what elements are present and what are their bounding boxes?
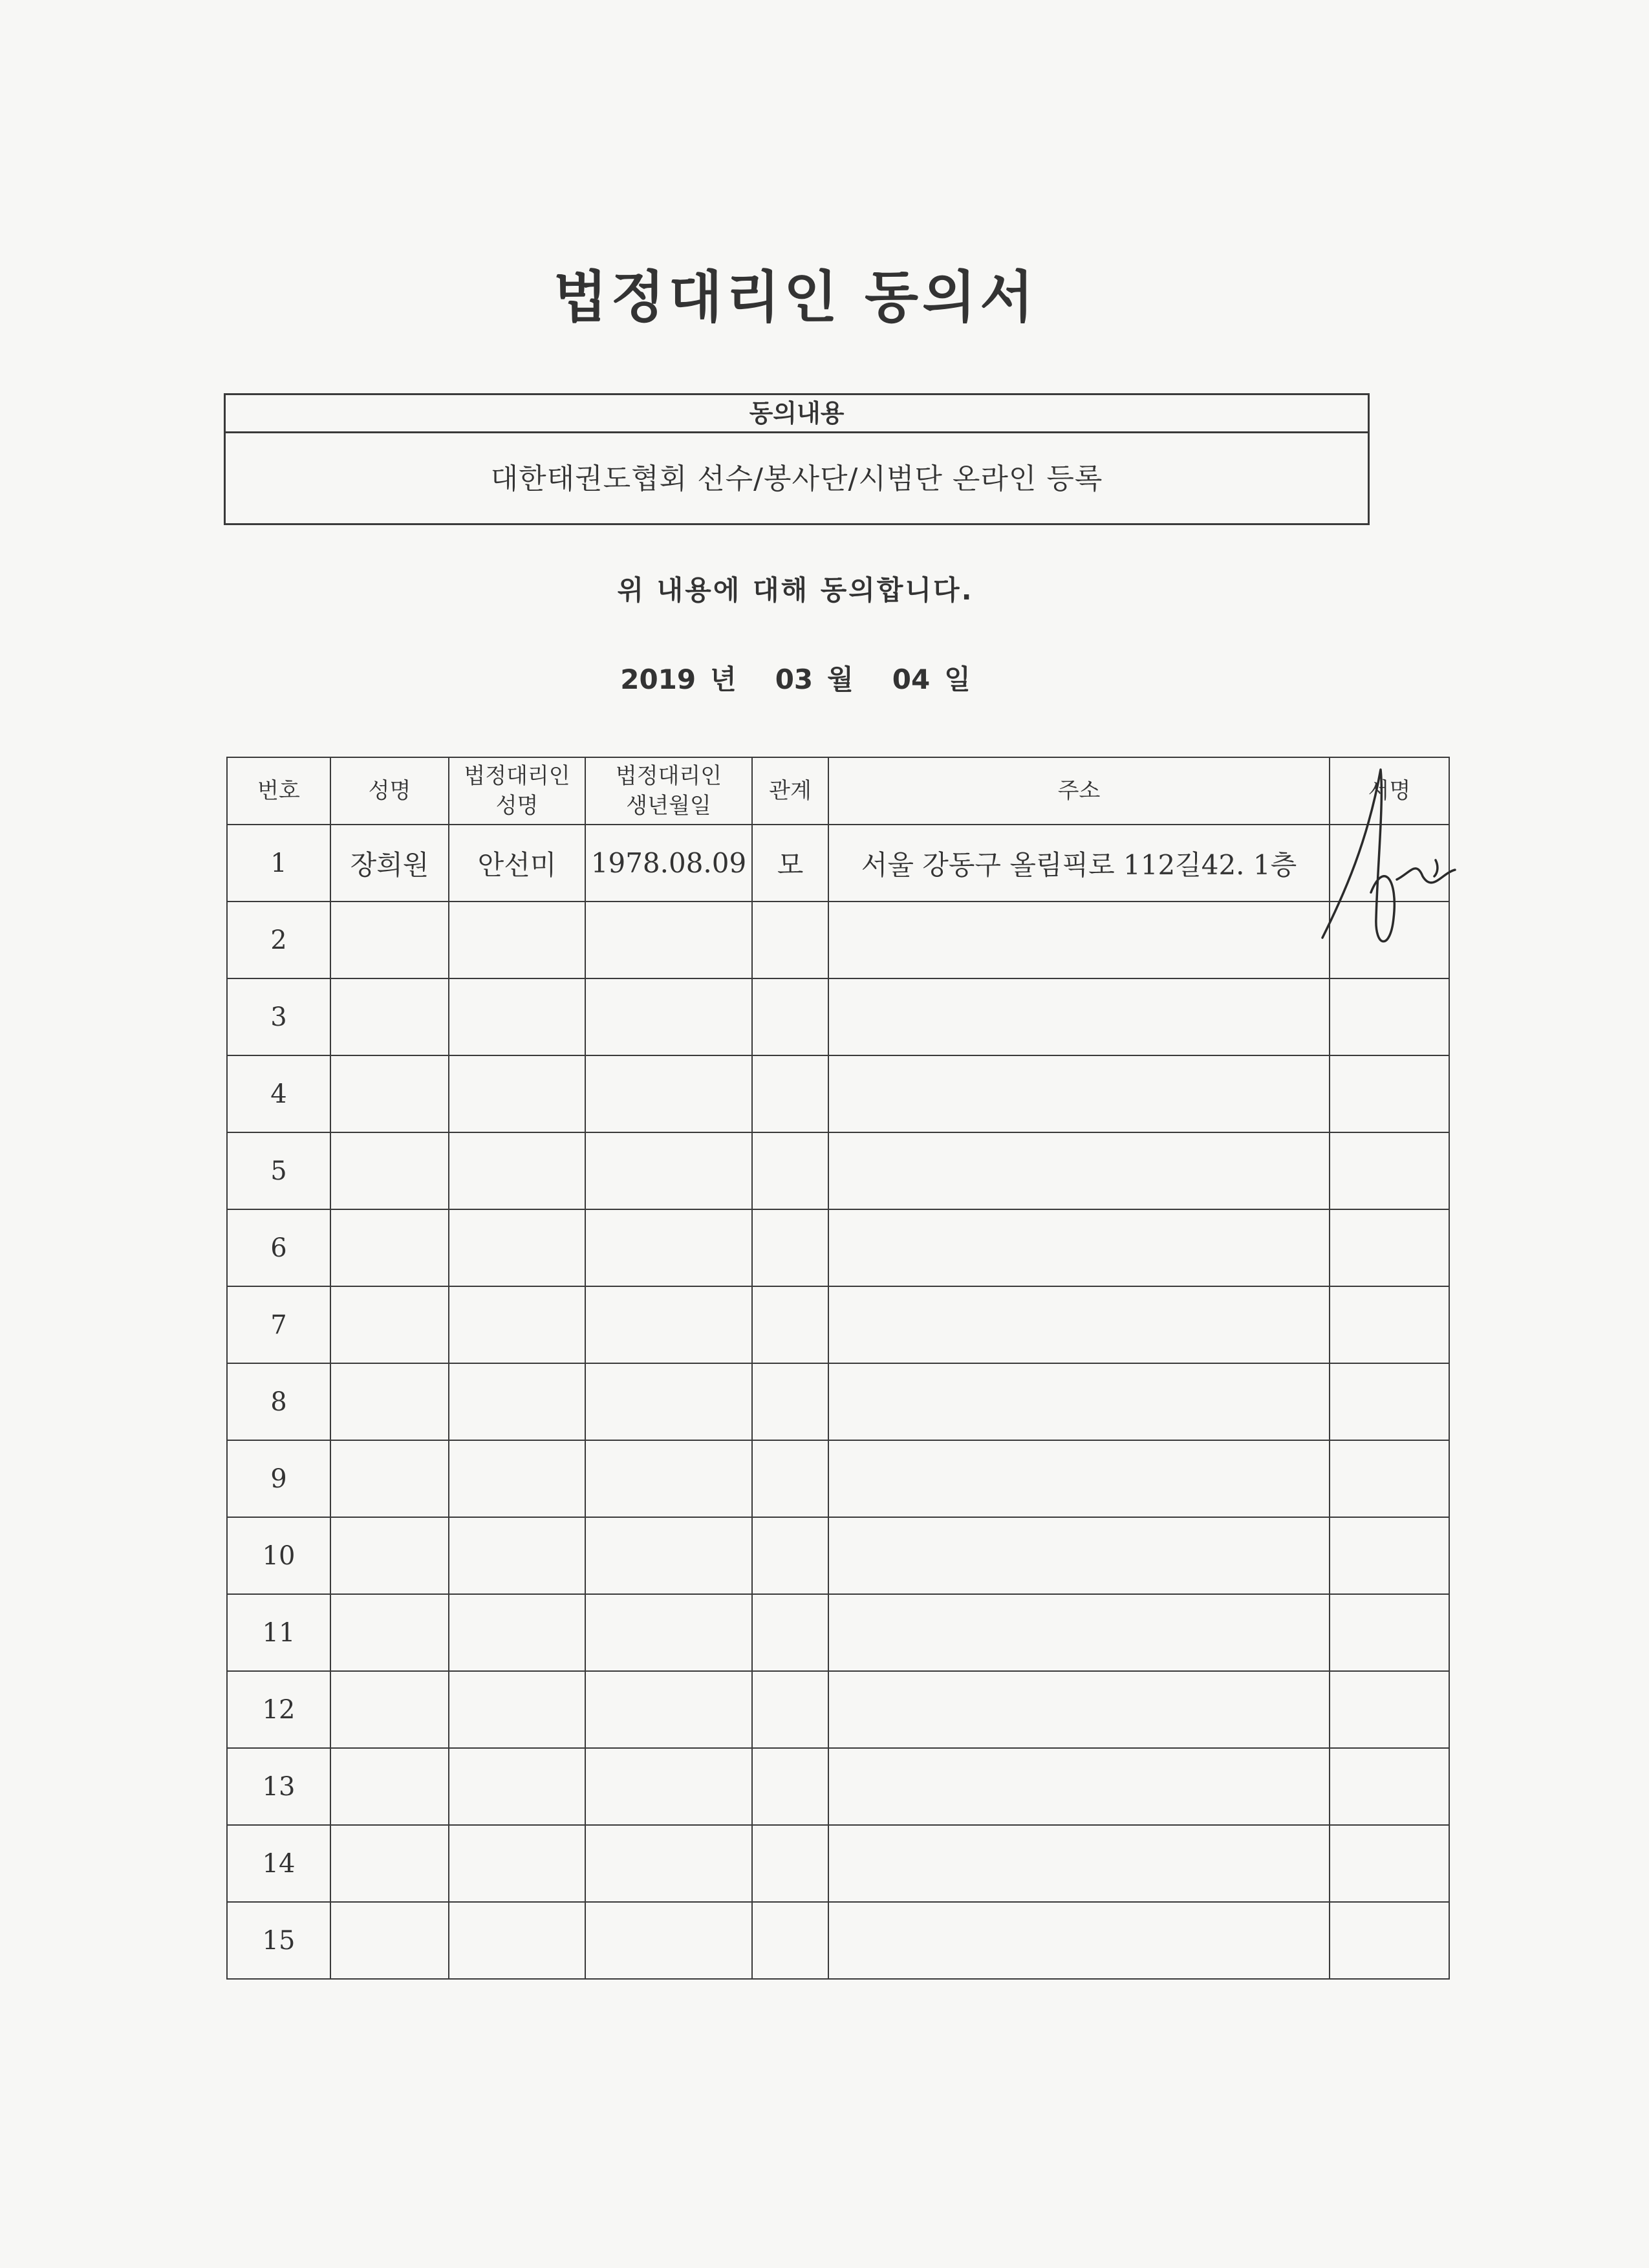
row-name <box>330 1671 449 1748</box>
header-guardian-name-line1: 법정대리인 <box>464 763 570 789</box>
consent-body: 대한태권도협회 선수/봉사단/시범단 온라인 등록 <box>490 462 1103 495</box>
row-birth <box>585 1209 752 1286</box>
header-signature: 서명 <box>1330 757 1449 825</box>
row-address: 서울 강동구 올림픽로 112길42. 1층 <box>828 825 1330 902</box>
row-no: 5 <box>227 1132 330 1209</box>
table-row <box>227 1055 1449 1132</box>
row-signature <box>1330 1671 1449 1748</box>
row-address <box>828 1517 1330 1594</box>
row-address <box>828 1209 1330 1286</box>
row-address <box>828 1748 1330 1825</box>
row-signature <box>1330 1363 1449 1440</box>
table-row <box>227 1825 1449 1902</box>
row-guardian-name <box>449 1363 585 1440</box>
row-name <box>330 1363 449 1440</box>
row-relation <box>752 1286 828 1363</box>
row-address <box>828 1055 1330 1132</box>
row-no: 7 <box>227 1286 330 1363</box>
row-address <box>828 902 1330 978</box>
row-signature <box>1330 1825 1449 1902</box>
row-no: 2 <box>227 902 330 978</box>
table-row <box>227 1671 1449 1748</box>
row-name: 장희원 <box>330 825 449 902</box>
row-guardian-name <box>449 1517 585 1594</box>
row-birth <box>585 1825 752 1902</box>
header-guardian-name <box>449 757 585 825</box>
table-row <box>227 1517 1449 1594</box>
date-month: 03 <box>775 664 814 695</box>
row-relation <box>752 1825 828 1902</box>
row-name <box>330 1055 449 1132</box>
date-day-unit: 일 <box>944 664 971 695</box>
row-guardian-name <box>449 1748 585 1825</box>
table-row <box>227 978 1449 1055</box>
row-signature <box>1330 978 1449 1055</box>
row-relation <box>752 1671 828 1748</box>
row-no: 14 <box>227 1825 330 1902</box>
row-name <box>330 1902 449 1979</box>
header-name: 성명 <box>330 757 449 825</box>
row-signature <box>1330 1132 1449 1209</box>
row-name <box>330 1825 449 1902</box>
row-guardian-name <box>449 1671 585 1748</box>
consent-box <box>224 393 1370 525</box>
row-signature <box>1330 1209 1449 1286</box>
header-address: 주소 <box>828 757 1330 825</box>
handwritten-signature <box>1319 763 1461 951</box>
table-row <box>227 1286 1449 1363</box>
row-signature <box>1330 1517 1449 1594</box>
row-no: 4 <box>227 1055 330 1132</box>
row-relation <box>752 1517 828 1594</box>
row-relation <box>752 1902 828 1979</box>
row-address <box>828 1286 1330 1363</box>
row-no: 1 <box>227 825 330 902</box>
row-birth <box>585 1517 752 1594</box>
row-name <box>330 1286 449 1363</box>
row-birth: 1978.08.09 <box>585 825 752 902</box>
header-relation: 관계 <box>752 757 828 825</box>
row-relation: 모 <box>752 825 828 902</box>
row-birth <box>585 1902 752 1979</box>
date-line <box>0 658 1591 697</box>
row-relation <box>752 1363 828 1440</box>
row-address <box>828 1825 1330 1902</box>
table-row <box>227 902 1449 978</box>
row-signature <box>1330 1286 1449 1363</box>
row-birth <box>585 1363 752 1440</box>
row-birth <box>585 1440 752 1517</box>
header-guardian-birth-line2: 생년월일 <box>626 793 711 819</box>
table-row <box>227 1363 1449 1440</box>
row-guardian-name <box>449 1825 585 1902</box>
row-relation <box>752 1594 828 1671</box>
row-birth <box>585 902 752 978</box>
row-address <box>828 1132 1330 1209</box>
row-signature <box>1330 1055 1449 1132</box>
row-birth <box>585 1671 752 1748</box>
page-title: 법정대리인 동의서 <box>553 265 1038 330</box>
row-name <box>330 902 449 978</box>
header-no: 번호 <box>227 757 330 825</box>
table-row <box>227 1594 1449 1671</box>
row-birth <box>585 1748 752 1825</box>
row-address <box>828 1902 1330 1979</box>
date-month-unit: 월 <box>827 664 854 695</box>
row-guardian-name <box>449 1055 585 1132</box>
table-row <box>227 1132 1449 1209</box>
row-name <box>330 1748 449 1825</box>
row-no: 11 <box>227 1594 330 1671</box>
table-row <box>227 825 1449 902</box>
row-relation <box>752 978 828 1055</box>
row-guardian-name <box>449 1902 585 1979</box>
header-guardian-name-line2: 성명 <box>495 793 539 819</box>
table-row <box>227 1748 1449 1825</box>
date-year-unit: 년 <box>710 664 737 695</box>
table-row <box>227 1440 1449 1517</box>
row-guardian-name <box>449 1132 585 1209</box>
row-name <box>330 1209 449 1286</box>
row-birth <box>585 1286 752 1363</box>
row-name <box>330 1517 449 1594</box>
row-guardian-name <box>449 978 585 1055</box>
table-header-row <box>227 757 1449 825</box>
row-name <box>330 1132 449 1209</box>
row-relation <box>752 1132 828 1209</box>
row-name <box>330 1440 449 1517</box>
row-name <box>330 978 449 1055</box>
row-guardian-name: 안선미 <box>449 825 585 902</box>
row-guardian-name <box>449 1594 585 1671</box>
row-signature <box>1330 1902 1449 1979</box>
row-birth <box>585 1594 752 1671</box>
row-signature <box>1330 1440 1449 1517</box>
header-guardian-birth <box>585 757 752 825</box>
row-guardian-name <box>449 902 585 978</box>
row-guardian-name <box>449 1209 585 1286</box>
row-relation <box>752 1440 828 1517</box>
row-guardian-name <box>449 1286 585 1363</box>
date-day: 04 <box>892 664 931 695</box>
row-relation <box>752 902 828 978</box>
row-relation <box>752 1748 828 1825</box>
row-relation <box>752 1209 828 1286</box>
row-address <box>828 1594 1330 1671</box>
table-row <box>227 1209 1449 1286</box>
row-birth <box>585 978 752 1055</box>
row-no: 12 <box>227 1671 330 1748</box>
row-guardian-name <box>449 1440 585 1517</box>
row-signature <box>1330 1594 1449 1671</box>
row-no: 3 <box>227 978 330 1055</box>
row-no: 13 <box>227 1748 330 1825</box>
agree-statement: 위 내용에 대해 동의합니다. <box>617 574 974 606</box>
row-birth <box>585 1055 752 1132</box>
row-name <box>330 1594 449 1671</box>
row-address <box>828 1363 1330 1440</box>
row-relation <box>752 1055 828 1132</box>
signature-stroke <box>1322 770 1455 942</box>
row-signature <box>1330 1748 1449 1825</box>
row-address <box>828 1671 1330 1748</box>
date-year: 2019 <box>620 664 696 695</box>
table-row <box>227 1902 1449 1979</box>
row-no: 15 <box>227 1902 330 1979</box>
guardian-table <box>226 757 1450 1980</box>
header-guardian-birth-line1: 법정대리인 <box>615 763 722 789</box>
row-address <box>828 978 1330 1055</box>
row-no: 10 <box>227 1517 330 1594</box>
row-birth <box>585 1132 752 1209</box>
row-no: 6 <box>227 1209 330 1286</box>
row-no: 8 <box>227 1363 330 1440</box>
row-no: 9 <box>227 1440 330 1517</box>
consent-header: 동의내용 <box>226 395 1368 433</box>
row-address <box>828 1440 1330 1517</box>
